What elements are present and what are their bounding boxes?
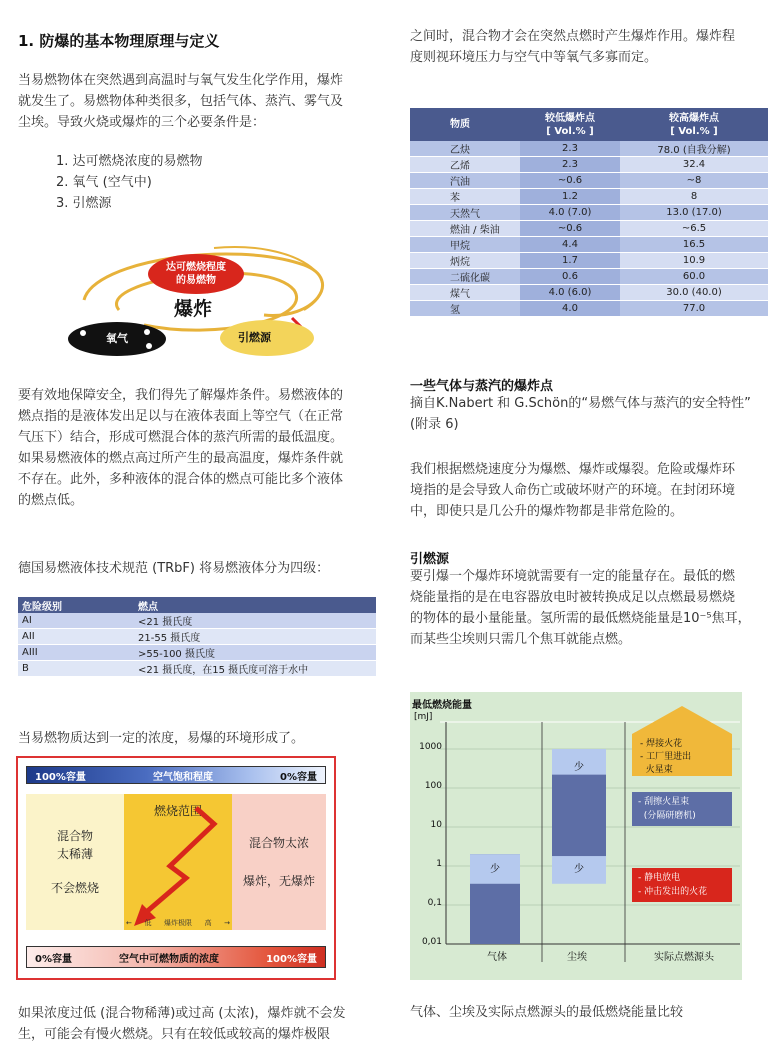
header-text: 较高爆炸点 (669, 112, 719, 124)
table-cell: B (18, 661, 134, 677)
y-tick-label: 1 (436, 859, 442, 869)
bar-label: 100%容量 (35, 771, 86, 783)
bar-label: 0%容量 (35, 953, 72, 965)
table-row (18, 645, 376, 661)
table-row (18, 629, 376, 645)
fuel-ellipse (148, 254, 244, 294)
table-cell: 二硫化碳 (410, 269, 520, 285)
table-cell: 2.3 (520, 157, 620, 173)
body-line: 要引爆一个爆炸环境就需要有一定的能量存在。最低的燃 (410, 569, 736, 584)
table-cell: 苯 (410, 189, 520, 205)
table-cell: 天然气 (410, 205, 520, 221)
table-header (520, 108, 620, 141)
lightning-arrow-icon (124, 794, 232, 930)
source-item: - 冲击发出的火花 (638, 887, 708, 897)
intro-line: 就发生了。易燃物体种类很多，包括气体、蒸汽、雾气及 (18, 94, 344, 109)
condition-item: 3. 引燃源 (56, 196, 112, 211)
intro-line: 当易燃物体在突然遇到高温时与氧气发生化学作用，爆炸 (18, 73, 344, 88)
body-line: 不存在。此外，多种液体的混合体的燃点可能比多个液体 (18, 472, 344, 487)
table-row (18, 613, 376, 629)
trbf-intro: 德国易燃液体技术规范 (TRbF) 将易燃液体分为四级： (18, 561, 330, 576)
table-header (410, 108, 520, 141)
chart-caption: 气体、尘埃及实际点燃源头的最低燃烧能量比较 (410, 1005, 684, 1020)
table-cell: 0.6 (520, 269, 620, 285)
table-caption-title: 一些气体与蒸汽的爆炸点 (410, 379, 554, 394)
rich-zone (232, 794, 326, 930)
y-tick-label: 10 (430, 820, 442, 830)
range-label: 燃烧范围 (153, 804, 202, 818)
table-row (410, 301, 768, 317)
fuel-label: 达可燃烧程度 (166, 262, 226, 273)
x-label-gas: 气体 (487, 952, 507, 963)
fuel-label: 的易燃物 (176, 275, 216, 286)
body-line: 燃点指的是液体发出足以与在液体表面上等空气（在正常 (18, 409, 344, 424)
table-header (620, 108, 768, 141)
table-cell: 13.0 (17.0) (620, 205, 768, 221)
dust-high-label: 少 (574, 762, 584, 773)
body-line: 中，即使只是几公升的爆炸物都是非常危险的。 (410, 504, 684, 519)
body-line: 的燃点低。 (18, 493, 84, 508)
header-text: 物质 (450, 119, 470, 130)
zone-text: 爆炸，无爆炸 (242, 874, 315, 888)
table-header: 危险级别 (18, 597, 134, 613)
hazard-rating-table (18, 597, 376, 677)
table-cell: 4.4 (520, 237, 620, 253)
table-row (410, 141, 768, 157)
body-line: 之间时，混合物才会在突然点燃时产生爆炸作用。爆炸程 (410, 29, 736, 44)
table-cell: 4.0 (6.0) (520, 285, 620, 301)
table-row (410, 189, 768, 205)
table-cell: ~0.6 (520, 173, 620, 189)
caption-source: 摘自K.Nabert 和 G.Schön的“易燃气体与蒸汽的安全特性” (410, 396, 751, 411)
section-heading: 1. 防爆的基本物理原理与定义 (18, 32, 220, 50)
y-tick-label: 0,01 (421, 937, 442, 947)
body-line: 的物体的最小量能量。氢所需的最低燃烧能量是10⁻⁵焦耳， (410, 611, 751, 626)
body-line: 生，可能会有慢火燃烧。只有在较低或较高的爆炸极限 (18, 1027, 331, 1042)
chart-title: 最低燃烧能量 (412, 700, 472, 711)
source-item: (分隔研磨机) (638, 811, 696, 821)
table-row (410, 205, 768, 221)
source-item: - 静电放电 (638, 873, 681, 883)
table-cell: 乙烯 (410, 157, 520, 173)
zone-text: 混合物 (56, 829, 93, 843)
table-cell: 1.2 (520, 189, 620, 205)
source-box-mid (632, 792, 732, 826)
table-row (18, 661, 376, 677)
table-cell: 燃油 / 柴油 (410, 221, 520, 237)
table-row (410, 269, 768, 285)
source-list-high (640, 738, 691, 777)
table-cell: 煤气 (410, 285, 520, 301)
explosion-conditions-diagram (64, 240, 354, 365)
body-line: 度则视环境压力与空气中等氧气多寡而定。 (410, 50, 658, 65)
table-cell: 16.5 (620, 237, 768, 253)
bar-label: 空气中可燃物质的浓度 (119, 953, 220, 965)
zone-text: 太稀薄 (56, 847, 93, 861)
header-text: [ Vol.% ] (670, 125, 718, 137)
limit-high-label: 高 (204, 919, 212, 927)
zone-text: 混合物太浓 (248, 836, 309, 850)
hazard-paragraph (410, 459, 770, 522)
y-tick-label: 100 (424, 781, 442, 791)
condition-item: 1. 达可燃烧浓度的易燃物 (56, 154, 203, 169)
table-cell: 60.0 (620, 269, 768, 285)
table-cell: 1.7 (520, 253, 620, 269)
bar-label: 100%容量 (266, 953, 317, 965)
table-header: 燃点 (134, 597, 376, 613)
limit-label: 爆炸极限 (164, 919, 192, 927)
ignition-ellipse (220, 320, 314, 356)
arrow-left-icon: ← (126, 919, 132, 927)
table-cell: >55-100 摄氏度 (134, 645, 376, 661)
bar-label: 0%容量 (280, 771, 317, 783)
body-line: 要有效地保障安全，我们得先了解爆炸条件。易燃液体的 (18, 388, 344, 403)
condition-list (56, 151, 203, 214)
table-cell: 乙炔 (410, 141, 520, 157)
body-line: 我们根据燃烧速度分为爆燃、爆炸或爆裂。危险或爆炸环 (410, 462, 736, 477)
ignition-energy-chart (410, 692, 742, 980)
condition-item: 2. 氧气 (空气中) (56, 175, 152, 190)
table-row (410, 157, 768, 173)
table-cell: 78.0 (自我分解) (620, 141, 768, 157)
table-cell: 氢 (410, 301, 520, 317)
oxygen-ellipse (68, 322, 166, 356)
concentration-intro: 当易燃物质达到一定的浓度，易爆的环境形成了。 (18, 731, 305, 746)
source-item: 火星束 (640, 765, 673, 775)
concentration-paragraph (18, 1003, 378, 1045)
body-line: 境指的是会导致人命伤亡或破坏财产的环境。在封闭环境 (410, 483, 736, 498)
explosion-limits-table (410, 108, 768, 317)
body-line: 烧能量指的是在电容器放电时被转换成足以点燃最易燃烧 (410, 590, 736, 605)
oxygen-dot (80, 330, 86, 336)
x-label-sources: 实际点燃源头 (654, 952, 714, 963)
body-line: 如果易燃液体的燃点高过所产生的最高温度，爆炸条件就 (18, 451, 344, 466)
table-cell: 10.9 (620, 253, 768, 269)
x-label-dust: 尘埃 (567, 952, 587, 963)
table-row (410, 221, 768, 237)
y-tick-label: 0,1 (427, 898, 442, 908)
concentration-bar (26, 946, 326, 968)
source-item: - 工厂里进出 (640, 752, 692, 762)
dust-bar-dark (552, 775, 606, 856)
lean-zone (26, 794, 124, 930)
table-cell: 32.4 (620, 157, 768, 173)
table-cell: 4.0 (520, 301, 620, 317)
concentration-diagram (16, 756, 336, 980)
chart-unit: [mJ] (414, 712, 433, 722)
table-cell: <21 摄氏度，在15 摄氏度可溶于水中 (134, 661, 376, 677)
chart-bars (470, 749, 606, 944)
intro-paragraph (18, 70, 378, 133)
bar-label: 空气饱和程度 (152, 771, 213, 783)
caption-ref: (附录 6) (410, 417, 459, 432)
air-saturation-bar (26, 766, 326, 784)
header-text: 较低爆炸点 (545, 112, 595, 124)
explosion-label: 爆炸 (174, 298, 213, 320)
y-tick-label: 1000 (419, 742, 442, 752)
table-cell: 2.3 (520, 141, 620, 157)
table-cell: ~0.6 (520, 221, 620, 237)
ignition-label: 引燃源 (238, 331, 271, 344)
table-cell: AII (18, 629, 134, 645)
table-cell: ~6.5 (620, 221, 768, 237)
ignition-heading: 引燃源 (410, 552, 450, 567)
source-item: - 刮擦火星束 (638, 797, 690, 807)
table-row (410, 173, 768, 189)
table-cell: AIII (18, 645, 134, 661)
source-box-low (632, 868, 732, 902)
table-row (410, 237, 768, 253)
table-cell: 炳烷 (410, 253, 520, 269)
intro-line: 尘埃。导致火烧或爆炸的三个必要条件是： (18, 115, 266, 130)
limit-low-label: 低 (144, 919, 152, 927)
table-cell: AI (18, 613, 134, 629)
table-cell: ~8 (620, 173, 768, 189)
dust-low-label: 少 (574, 864, 584, 875)
body-line: 气压下）结合，形成可燃混合体的蒸汽所需的最低温度。 (18, 430, 344, 445)
table-cell: 8 (620, 189, 768, 205)
table-caption (410, 393, 770, 435)
table-cell: 甲烷 (410, 237, 520, 253)
table-cell: 30.0 (40.0) (620, 285, 768, 301)
explosion-limit-scale (126, 918, 230, 928)
table-cell: 4.0 (7.0) (520, 205, 620, 221)
continuation-paragraph (410, 26, 770, 68)
table-cell: 21-55 摄氏度 (134, 629, 376, 645)
table-row (410, 285, 768, 301)
body-line: 如果浓度过低 (混合物稀薄)或过高 (太浓)，爆炸就不会发 (18, 1006, 346, 1021)
ignition-paragraph (410, 566, 770, 650)
zone-text: 不会燃烧 (50, 881, 99, 895)
oxygen-dot (146, 343, 152, 349)
table-row (410, 253, 768, 269)
conditions-paragraph (18, 385, 378, 511)
gas-low-label: 少 (490, 864, 500, 875)
table-cell: 77.0 (620, 301, 768, 317)
source-item: - 焊接火花 (640, 739, 683, 749)
table-cell: 汽油 (410, 173, 520, 189)
oxygen-label: 氧气 (106, 332, 128, 345)
arrow-right-icon: → (224, 919, 230, 927)
oxygen-dot (144, 329, 150, 335)
body-line: 而某些尘埃则只需几个焦耳就能点燃。 (410, 632, 632, 647)
header-text: [ Vol.% ] (546, 125, 594, 137)
table-cell: <21 摄氏度 (134, 613, 376, 629)
